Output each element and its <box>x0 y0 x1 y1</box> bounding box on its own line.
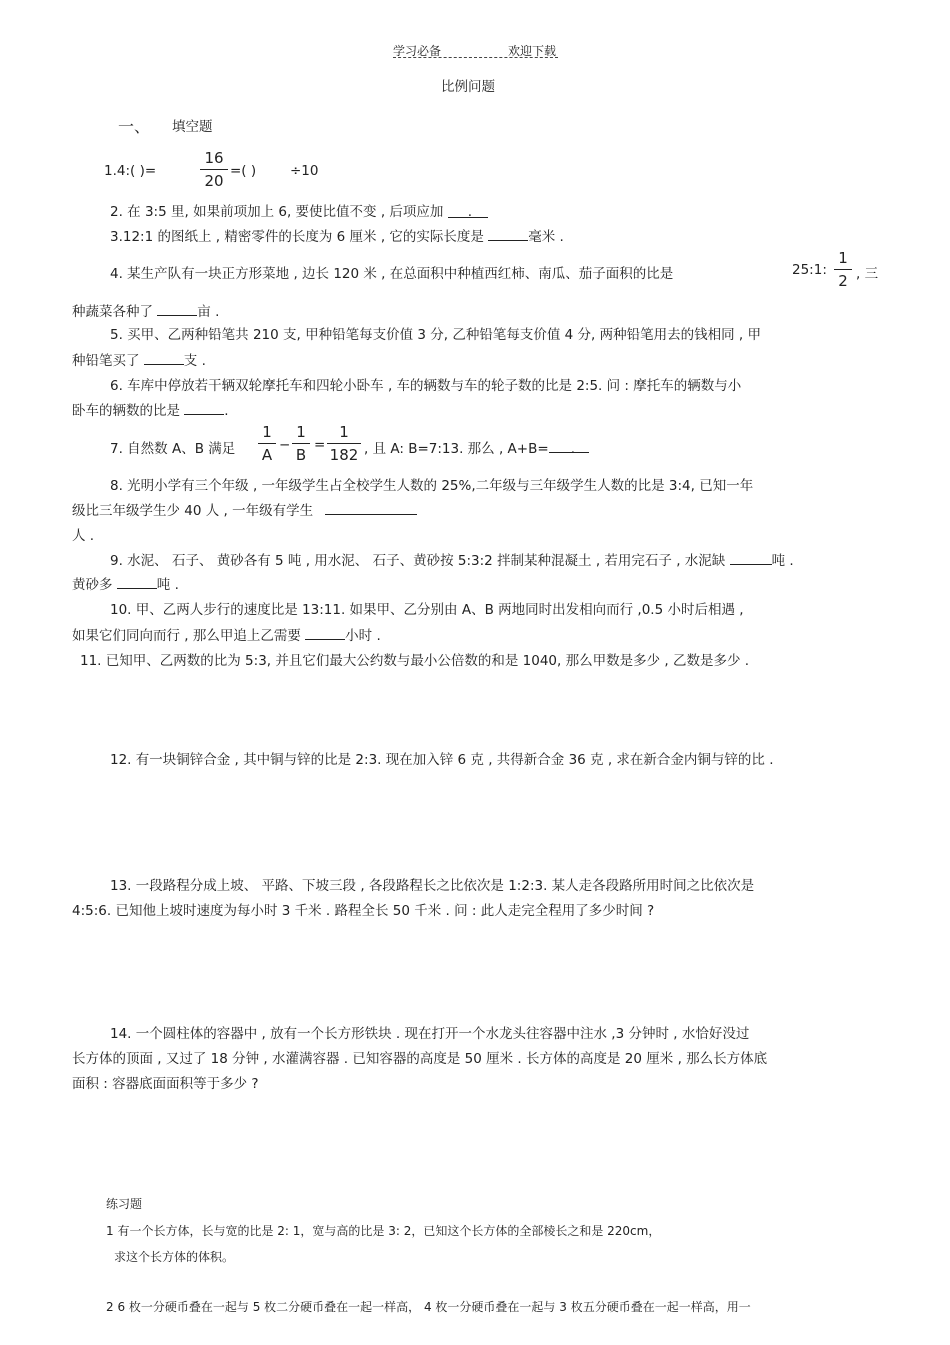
q8-line1: 8. 光明小学有三个年级 , 一年级学生占全校学生人数的 25%,二年级与三年级学生人数的比是 3:4, 已知一年 <box>110 478 754 494</box>
q12-text: 12. 有一块铜锌合金 , 其中铜与锌的比是 2:3. 现在加入锌 6 克 , 共得新合金 36 克 , 求在新合金内铜与锌的比 . <box>110 752 774 768</box>
q2-text <box>110 200 472 220</box>
q3-answer-blank[interactable] <box>488 226 528 241</box>
q6-line1: 6. 车库中停放若干辆双轮摩托车和四轮小卧车 , 车的辆数与车的轮子数的比是 2:5. 问 : 摩托车的辆数与小 <box>110 378 742 394</box>
q6-line2-stem: 卧车的辆数的比是 <box>72 403 180 419</box>
q9-line2-stem: 黄砂多 <box>72 577 113 593</box>
q8-line2-stem: 级比三年级学生少 40 人 , 一年级有学生 <box>72 503 314 519</box>
q7-fraction-3 <box>327 423 361 464</box>
fraction-bar <box>200 169 228 170</box>
q9-line1-stem: 9. 水泥、 石子、 黄砂各有 5 吨 , 用水泥、 石子、黄砂按 5:3:2 拌制某种混凝土 , 若用完石子 , 水泥缺 <box>110 553 726 569</box>
q5-line2 <box>72 349 206 369</box>
q2-answer-blank[interactable] <box>448 203 488 218</box>
q7-fraction-1 <box>258 423 276 464</box>
q5-line2-after: 支 . <box>183 353 206 369</box>
q14-line3: 面积 : 容器底面面积等于多少 ? <box>72 1076 259 1092</box>
fraction-bar <box>292 443 310 444</box>
q6-line2-after: . <box>224 403 229 419</box>
q5-line1: 5. 买甲、乙两种铅笔共 210 支, 甲种铅笔每支价值 3 分, 乙种铅笔每支价值 4 分, 两种铅笔用去的钱相同 , 甲 <box>110 327 761 343</box>
practice-2-line1: 2 6 枚一分硬币叠在一起与 5 枚二分硬币叠在一起一样高， 4 枚一分硬币叠在一起与 3 枚五分硬币叠在一起一样高，用一 <box>106 1300 751 1314</box>
q6-line2 <box>72 399 229 419</box>
header-right: 欢迎下载 <box>508 44 557 58</box>
q8-line3: 人 . <box>72 528 95 544</box>
q7-part-a: 7. 自然数 A、B 满足 <box>110 441 236 457</box>
q4-denominator: 2 <box>838 272 848 290</box>
section-title: 填空题 <box>172 119 213 135</box>
q7-after: . <box>570 441 575 457</box>
q3-after: 毫米 . <box>528 229 564 245</box>
q13-line1: 13. 一段路程分成上坡、 平路、下坡三段 , 各段路程长之比依次是 1:2:3. 某人走各段路所用时间之比依次是 <box>110 878 755 894</box>
q3-text <box>110 225 564 245</box>
q5-line2-stem: 种铅笔买了 <box>72 353 140 369</box>
q1-numerator: 16 <box>204 149 224 167</box>
q1-denominator: 20 <box>204 172 224 190</box>
q8-line2 <box>72 499 417 519</box>
q13-line2: 4:5:6. 已知他上坡时速度为每小时 3 千米 . 路程全长 50 千米 . 问 : 此人走完全程用了多少时间 ? <box>72 903 655 919</box>
q7-part-b <box>364 437 575 457</box>
q7-fraction-3-den: 182 <box>329 446 359 464</box>
q7-stem: , 且 A: B=7:13. 那么 , A+B= <box>364 441 549 457</box>
q1-part-a: 1.4:( )= <box>104 163 157 179</box>
q4-line1: 4. 某生产队有一块正方形菜地 , 边长 120 米 , 在总面积中种植西红柿、南瓜、茄子面积的比是 <box>110 266 674 282</box>
q2-after: . <box>467 204 472 220</box>
q1-part-c: ÷10 <box>290 163 319 179</box>
q14-line2: 长方体的顶面 , 又过了 18 分钟 , 水灌满容器 . 已知容器的高度是 50 厘米 . 长方体的高度是 20 厘米 , 那么长方体底 <box>72 1051 768 1067</box>
practice-title: 练习题 <box>106 1197 143 1211</box>
q4-line2 <box>72 300 219 320</box>
q9-sand-blank[interactable] <box>117 574 157 589</box>
q4-ratio: 25:1: <box>792 262 827 278</box>
practice-1-line1: 1 有一个长方体，长与宽的比是 2: 1，宽与高的比是 3: 2，已知这个长方体的全部棱长之和是 220cm， <box>106 1224 661 1238</box>
q1-fraction <box>200 149 228 190</box>
q1-part-b: =( ) <box>230 163 257 179</box>
q9-line1-after: 吨 . <box>771 553 794 569</box>
q5-answer-blank[interactable] <box>144 350 184 365</box>
q9-line1 <box>110 549 794 569</box>
q10-answer-blank[interactable] <box>305 625 345 640</box>
q14-line1: 14. 一个圆柱体的容器中 , 放有一个长方形铁块 . 现在打开一个水龙头往容器中注水 ,3 分钟时 , 水恰好没过 <box>110 1026 750 1042</box>
q11-text: 11. 已知甲、乙两数的比为 5:3, 并且它们最大公约数与最小公倍数的和是 1040, 那么甲数是多少 , 乙数是多少 . <box>80 653 750 669</box>
q2-stem: 2. 在 3:5 里, 如果前项加上 6, 要使比值不变 , 后项应加 <box>110 204 444 220</box>
q4-line2-stem: 种蔬菜各种了 <box>72 304 153 320</box>
q4-line2-after: 亩 . <box>197 304 220 320</box>
q9-line2 <box>72 573 179 593</box>
q10-line1: 10. 甲、乙两人步行的速度比是 13:11. 如果甲、乙分别由 A、B 两地同时出发相向而行 ,0.5 小时后相遇 , <box>110 602 744 618</box>
q7-equals: = <box>314 437 326 453</box>
q9-cement-blank[interactable] <box>730 550 772 565</box>
q7-fraction-2 <box>292 423 310 464</box>
q10-line2-stem: 如果它们同向而行 , 那么甲追上乙需要 <box>72 628 301 644</box>
header-left: 学习必备 <box>393 44 442 58</box>
q7-fraction-1-num: 1 <box>262 423 272 441</box>
page-title: 比例问题 <box>441 79 495 95</box>
q7-fraction-2-den: B <box>295 446 307 464</box>
q6-answer-blank[interactable] <box>184 400 224 415</box>
section-number: 一、 <box>118 117 151 136</box>
q9-line2-after: 吨 . <box>156 577 179 593</box>
fraction-bar <box>327 443 361 444</box>
q4-numerator: 1 <box>838 249 848 267</box>
practice-1-line2: 求这个长方体的体积。 <box>114 1250 235 1264</box>
q7-fraction-2-num: 1 <box>296 423 306 441</box>
fraction-bar <box>834 269 852 270</box>
q4-tail: , 三 <box>856 266 879 282</box>
q7-fraction-1-den: A <box>261 446 273 464</box>
q7-answer-blank[interactable] <box>549 438 589 453</box>
q7-minus: − <box>279 437 291 453</box>
q4-answer-blank[interactable] <box>157 301 197 316</box>
q3-stem: 3.12:1 的图纸上 , 精密零件的长度为 6 厘米 , 它的实际长度是 <box>110 229 484 245</box>
q10-line2 <box>72 624 381 644</box>
q8-answer-blank[interactable] <box>325 500 417 515</box>
header-dash-line <box>393 57 558 58</box>
q10-line2-after: 小时 . <box>345 628 381 644</box>
q7-fraction-3-num: 1 <box>339 423 349 441</box>
fraction-bar <box>258 443 276 444</box>
q4-fraction <box>834 249 852 290</box>
